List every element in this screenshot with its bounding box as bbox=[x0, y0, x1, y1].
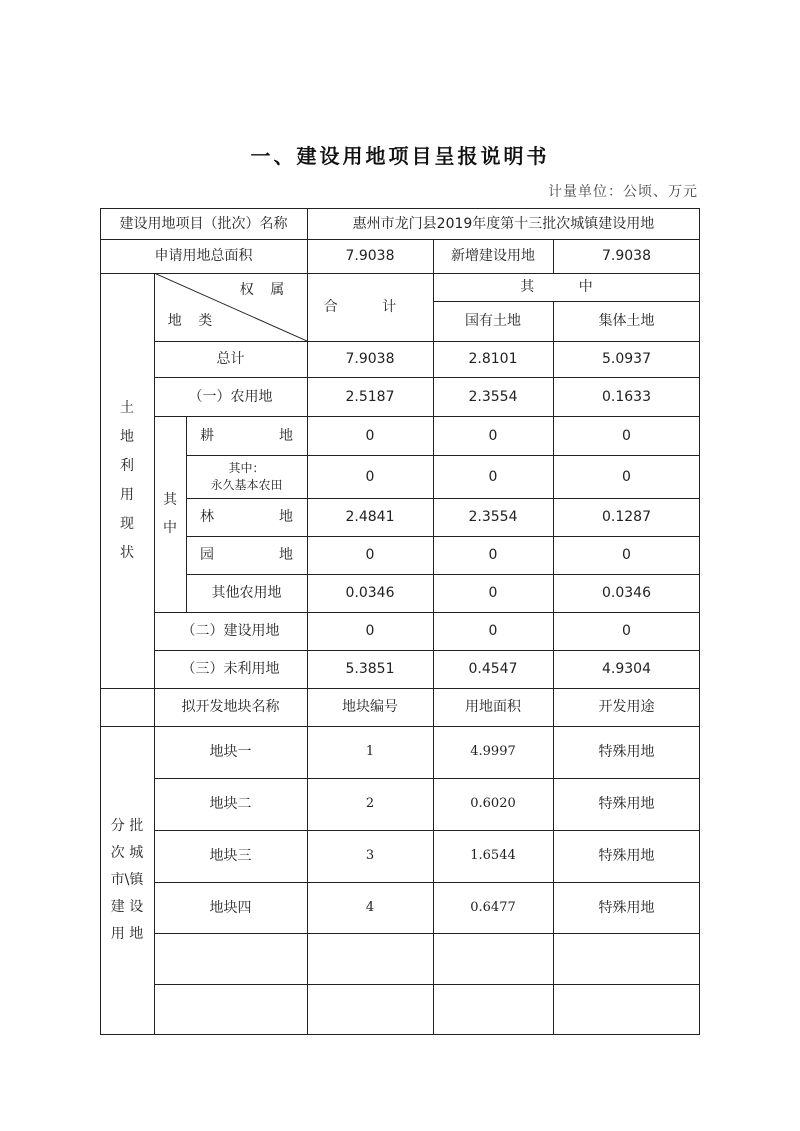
row-agri-label: （一）农用地 bbox=[188, 388, 273, 405]
header-guoyou: 国有土地 bbox=[465, 313, 521, 329]
row-other-jiti: 0.0346 bbox=[602, 585, 651, 601]
plot-use: 特殊用地 bbox=[598, 848, 655, 864]
row-yuandi-label-a: 园 bbox=[200, 547, 214, 563]
plot-no: 1 bbox=[365, 744, 375, 759]
row-build-heji: 0 bbox=[365, 623, 375, 639]
section-batch-label-line: 市\镇 bbox=[110, 871, 144, 888]
header-quanshu: 权 属 bbox=[239, 282, 291, 298]
row-jiben-label bbox=[186, 455, 307, 498]
row-gengdi-heji: 0 bbox=[365, 427, 375, 444]
row-total-jiti: 5.0937 bbox=[602, 351, 651, 367]
qizhong-label: 其 中 bbox=[163, 492, 177, 536]
row-lindi-label-b: 地 bbox=[279, 509, 293, 525]
row-jiben-label-a: 其中： bbox=[228, 460, 265, 475]
row-lindi-label bbox=[186, 498, 307, 536]
plots-header-no: 地块编号 bbox=[342, 699, 398, 715]
row-unused-jiti: 4.9304 bbox=[602, 661, 651, 677]
new-construction-label: 新增建设用地 bbox=[451, 248, 535, 264]
row-jiben-guoyou: 0 bbox=[488, 468, 498, 485]
header-qizhong: 其 中 bbox=[520, 279, 613, 295]
row-gengdi-guoyou: 0 bbox=[488, 427, 498, 444]
row-yuandi-label bbox=[186, 536, 307, 574]
plot-area: 1.6544 bbox=[470, 848, 516, 863]
row-jiben-label-b: 永久基本农田 bbox=[210, 477, 283, 492]
section-batch-label-line: 次 城 bbox=[110, 844, 144, 861]
plot-use: 特殊用地 bbox=[598, 744, 655, 760]
plot-name: 地块一 bbox=[209, 744, 252, 760]
row-gengdi-label bbox=[186, 416, 307, 455]
row-lindi-label-a: 林 bbox=[200, 509, 214, 525]
total-area-label: 申请用地总面积 bbox=[154, 248, 253, 264]
row-other-label: 其他农用地 bbox=[211, 585, 282, 601]
row-unused-label: （三）未利用地 bbox=[181, 661, 280, 677]
row-lindi-jiti: 0.1287 bbox=[602, 509, 651, 525]
section-batch-label-line: 用 地 bbox=[110, 925, 144, 942]
row-jiben-heji: 0 bbox=[365, 468, 375, 485]
plot-area: 4.9997 bbox=[470, 744, 516, 759]
plots-header-name: 拟开发地块名称 bbox=[181, 699, 280, 715]
section-batch-label-line: 分 批 bbox=[110, 817, 144, 834]
row-agri-jiti: 0.1633 bbox=[602, 388, 651, 405]
plot-use: 特殊用地 bbox=[598, 899, 655, 916]
row-gengdi-label-a: 耕 bbox=[200, 427, 214, 444]
project-name-value: 惠州市龙门县2019年度第十三批次城镇建设用地 bbox=[352, 215, 655, 232]
row-build-jiti: 0 bbox=[622, 623, 631, 639]
row-other-guoyou: 0 bbox=[488, 585, 498, 601]
plots-header-area: 用地面积 bbox=[465, 699, 521, 715]
row-build-label: （二）建设用地 bbox=[181, 623, 280, 639]
row-yuandi-jiti: 0 bbox=[622, 547, 631, 563]
header-heji: 合 计 bbox=[323, 299, 417, 315]
row-gengdi-jiti: 0 bbox=[622, 427, 631, 444]
row-yuandi-label-b: 地 bbox=[279, 547, 293, 563]
row-build-guoyou: 0 bbox=[488, 623, 498, 639]
plot-no: 2 bbox=[365, 796, 375, 811]
row-unused-heji: 5.3851 bbox=[345, 661, 395, 677]
row-total-guoyou: 2.8101 bbox=[468, 351, 518, 367]
plot-name: 地块二 bbox=[209, 796, 252, 812]
row-lindi-guoyou: 2.3554 bbox=[468, 509, 518, 525]
row-yuandi-guoyou: 0 bbox=[488, 547, 498, 563]
total-area-value: 7.9038 bbox=[345, 248, 395, 264]
row-lindi-heji: 2.4841 bbox=[345, 509, 395, 525]
row-unused-guoyou: 0.4547 bbox=[468, 661, 518, 677]
unit-label: 计量单位：公顷、万元 bbox=[548, 184, 698, 200]
header-dilei: 地 类 bbox=[167, 313, 219, 329]
plot-area: 0.6020 bbox=[470, 796, 516, 811]
row-total-heji: 7.9038 bbox=[345, 351, 395, 367]
plot-no: 3 bbox=[365, 848, 375, 863]
header-jiti: 集体土地 bbox=[598, 313, 655, 329]
row-gengdi-label-b: 地 bbox=[279, 427, 293, 444]
plot-no: 4 bbox=[365, 899, 375, 915]
plot-area: 0.6477 bbox=[470, 899, 516, 915]
project-name-label: 建设用地项目（批次）名称 bbox=[119, 215, 288, 232]
page-title: 一、建设用地项目呈报说明书 bbox=[250, 144, 550, 168]
row-jiben-jiti: 0 bbox=[622, 468, 631, 485]
section-batch-label-line: 建 设 bbox=[110, 898, 144, 915]
new-construction-value: 7.9038 bbox=[602, 248, 651, 264]
row-agri-heji: 2.5187 bbox=[345, 388, 395, 405]
section-land-status-label: 土 地 利 用 现 状 bbox=[120, 399, 134, 561]
row-other-heji: 0.0346 bbox=[345, 585, 395, 601]
row-total-label: 总计 bbox=[216, 351, 245, 367]
section-batch-label bbox=[100, 726, 154, 1034]
row-agri-guoyou: 2.3554 bbox=[468, 388, 518, 405]
plot-name: 地块三 bbox=[209, 848, 252, 864]
plot-use: 特殊用地 bbox=[598, 796, 655, 812]
land-use-table bbox=[100, 208, 700, 1034]
row-yuandi-heji: 0 bbox=[365, 547, 375, 563]
plot-name: 地块四 bbox=[209, 899, 252, 916]
plots-header-use: 开发用途 bbox=[598, 699, 655, 715]
